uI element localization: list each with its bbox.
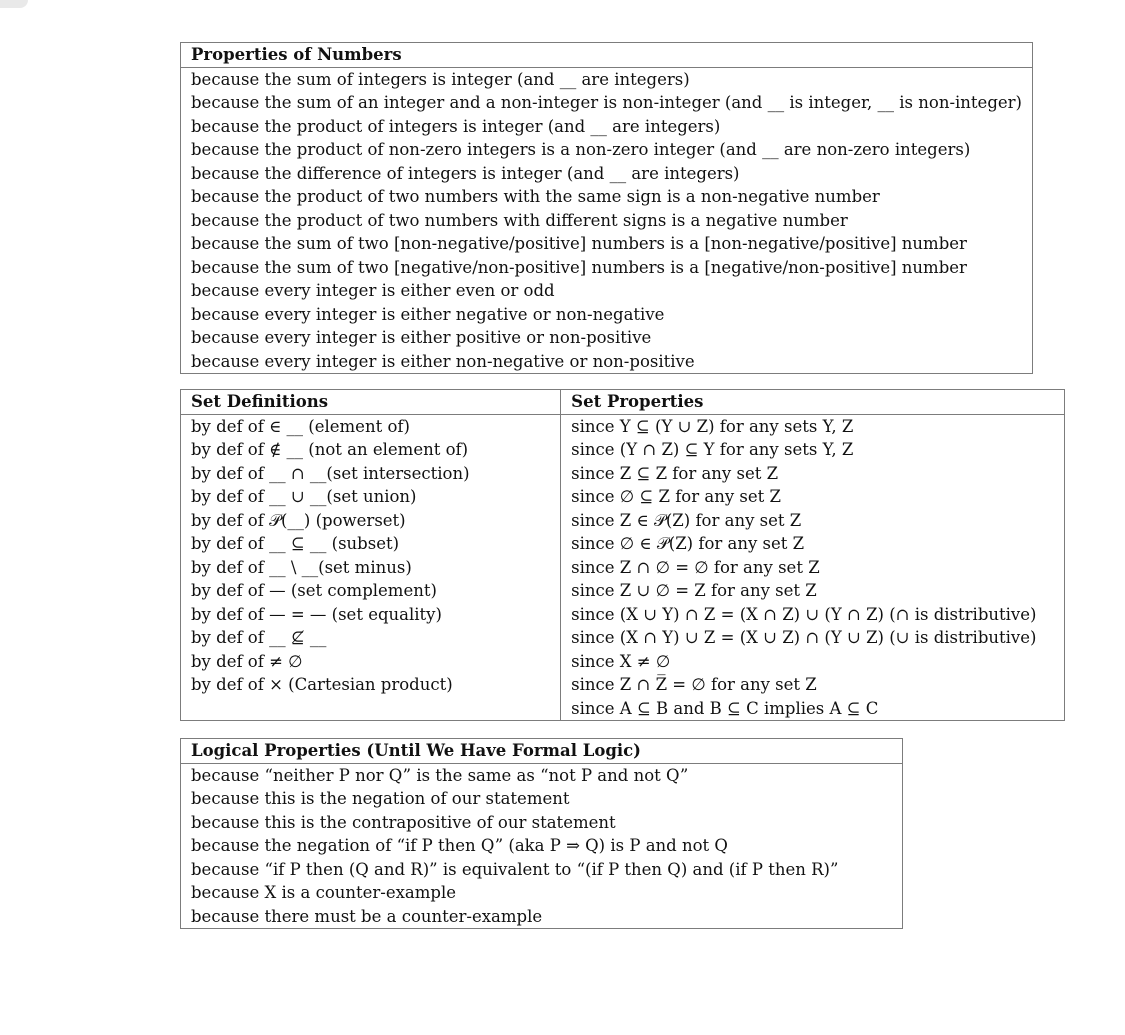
table-row <box>181 811 903 835</box>
set-definitions-header: Set Definitions <box>181 390 561 415</box>
set-definitions-properties-table <box>180 389 1065 721</box>
table-row <box>181 91 1033 115</box>
numbers-row-11: because every integer is either negative or non-negative <box>181 303 1033 327</box>
set-property-cell: since (X ∩ Y) ∪ Z = (X ∪ Z) ∩ (Y ∪ Z) (∪ is distributive) <box>561 626 1065 650</box>
set-property-cell: since ∅ ∈ 𝒫(Z) for any set Z <box>561 532 1065 556</box>
table-row <box>181 905 903 929</box>
table-row <box>181 763 903 787</box>
set-definition-cell: by def of × (Cartesian product) <box>181 673 561 697</box>
table-row <box>181 834 903 858</box>
numbers-row-7: because the product of two numbers with different signs is a negative number <box>181 209 1033 233</box>
set-definition-cell: by def of — = — (set equality) <box>181 603 561 627</box>
table-row <box>181 462 1065 486</box>
set-definition-cell: by def of __ ⊈ __ <box>181 626 561 650</box>
numbers-row-8: because the sum of two [non-negative/positive] numbers is a [non-negative/positive] number <box>181 232 1033 256</box>
numbers-row-12: because every integer is either positive or non-positive <box>181 326 1033 350</box>
set-definition-cell: by def of — (set complement) <box>181 579 561 603</box>
set-property-cell: since (X ∪ Y) ∩ Z = (X ∩ Z) ∪ (Y ∩ Z) (∩ is distributive) <box>561 603 1065 627</box>
set-properties-header: Set Properties <box>561 390 1065 415</box>
table-row <box>181 115 1033 139</box>
table-header-row <box>181 390 1065 415</box>
set-property-cell: since Z ∩ Z̅ = ∅ for any set Z <box>561 673 1065 697</box>
table-row <box>181 556 1065 580</box>
table-row <box>181 414 1065 438</box>
set-property-cell: since (Y ∩ Z) ⊆ Y for any sets Y, Z <box>561 438 1065 462</box>
table-row <box>181 232 1033 256</box>
table-row <box>181 256 1033 280</box>
set-property-cell: since ∅ ⊆ Z for any set Z <box>561 485 1065 509</box>
numbers-row-3: because the product of integers is integer (and __ are integers) <box>181 115 1033 139</box>
set-property-cell: since A ⊆ B and B ⊆ C implies A ⊆ C <box>561 697 1065 721</box>
numbers-row-6: because the product of two numbers with the same sign is a non-negative number <box>181 185 1033 209</box>
table-row <box>181 509 1065 533</box>
set-definition-cell: by def of 𝒫(__) (powerset) <box>181 509 561 533</box>
numbers-row-4: because the product of non-zero integers is a non-zero integer (and __ are non-zero integers) <box>181 138 1033 162</box>
table-row <box>181 438 1065 462</box>
set-property-cell: since Z ∈ 𝒫(Z) for any set Z <box>561 509 1065 533</box>
set-definition-cell: by def of ≠ ∅ <box>181 650 561 674</box>
set-definition-cell: by def of __ ∪ __(set union) <box>181 485 561 509</box>
table-row <box>181 185 1033 209</box>
logic-row-3: because this is the contrapositive of our statement <box>181 811 903 835</box>
set-definition-cell: by def of __ ⊆ __ (subset) <box>181 532 561 556</box>
table-row <box>181 579 1065 603</box>
table-row <box>181 303 1033 327</box>
table-row <box>181 67 1033 91</box>
table-row <box>181 326 1033 350</box>
table-row <box>181 858 903 882</box>
logic-row-6: because X is a counter-example <box>181 881 903 905</box>
table-row <box>181 626 1065 650</box>
properties-of-numbers-table <box>180 42 1033 374</box>
table-row <box>181 485 1065 509</box>
table-row <box>181 881 903 905</box>
set-property-cell: since Z ∪ ∅ = Z for any set Z <box>561 579 1065 603</box>
table-row <box>181 697 1065 721</box>
table-row <box>181 603 1065 627</box>
logic-row-7: because there must be a counter-example <box>181 905 903 929</box>
set-definition-cell: by def of ∈ __ (element of) <box>181 414 561 438</box>
numbers-row-5: because the difference of integers is integer (and __ are integers) <box>181 162 1033 186</box>
numbers-row-9: because the sum of two [negative/non-positive] numbers is a [negative/non-positive] number <box>181 256 1033 280</box>
table-row <box>181 138 1033 162</box>
table-row <box>181 279 1033 303</box>
numbers-row-10: because every integer is either even or odd <box>181 279 1033 303</box>
table-row <box>181 350 1033 374</box>
logic-row-1: because “neither P nor Q” is the same as “not P and not Q” <box>181 763 903 787</box>
set-definition-cell: by def of ∉ __ (not an element of) <box>181 438 561 462</box>
numbers-row-2: because the sum of an integer and a non-integer is non-integer (and __ is integer, __ is non-integer) <box>181 91 1033 115</box>
corner-decoration <box>0 0 28 8</box>
table-row <box>181 162 1033 186</box>
empty-cell <box>181 697 561 721</box>
table-row <box>181 787 903 811</box>
logical-properties-table <box>180 738 903 929</box>
logic-row-2: because this is the negation of our statement <box>181 787 903 811</box>
table-row <box>181 650 1065 674</box>
set-property-cell: since Y ⊆ (Y ∪ Z) for any sets Y, Z <box>561 414 1065 438</box>
set-property-cell: since Z ∩ ∅ = ∅ for any set Z <box>561 556 1065 580</box>
properties-of-numbers-title: Properties of Numbers <box>181 43 1033 68</box>
set-property-cell: since Z ⊆ Z for any set Z <box>561 462 1065 486</box>
table-header-row <box>181 43 1033 68</box>
table-row <box>181 209 1033 233</box>
table-header-row <box>181 739 903 764</box>
numbers-row-13: because every integer is either non-negative or non-positive <box>181 350 1033 374</box>
logic-row-4: because the negation of “if P then Q” (aka P ⇒ Q) is P and not Q <box>181 834 903 858</box>
table-row <box>181 532 1065 556</box>
set-property-cell: since X ≠ ∅ <box>561 650 1065 674</box>
numbers-row-1: because the sum of integers is integer (and __ are integers) <box>181 67 1033 91</box>
logic-row-5: because “if P then (Q and R)” is equivalent to “(if P then Q) and (if P then R)” <box>181 858 903 882</box>
set-definition-cell: by def of __ ∩ __(set intersection) <box>181 462 561 486</box>
logical-properties-title: Logical Properties (Until We Have Formal Logic) <box>181 739 903 764</box>
set-definition-cell: by def of __ \ __(set minus) <box>181 556 561 580</box>
table-row <box>181 673 1065 697</box>
